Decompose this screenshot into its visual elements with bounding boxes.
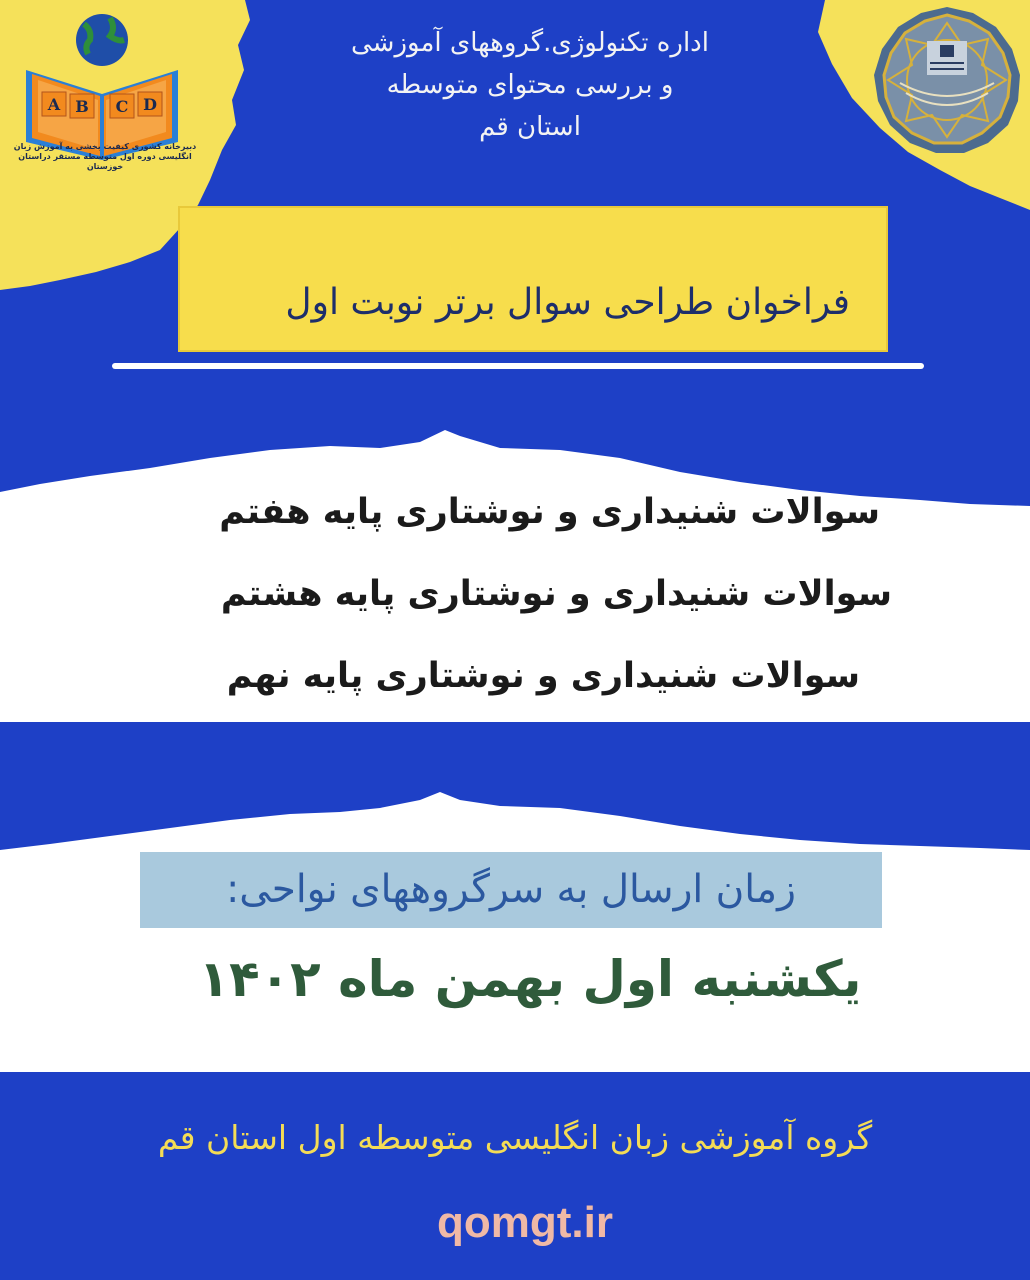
logo-letter-b: B <box>75 97 89 116</box>
ministry-emblem <box>872 5 1022 155</box>
logo-caption: دبیرخانه کشوری کیفیت بخشی به آموزش زبان انگلیسی دوره اول متوسطه مستقر دراستان خوزستان <box>13 142 197 171</box>
deadline-band <box>0 790 1030 1072</box>
divider <box>112 363 924 369</box>
header-line-3: استان قم <box>479 112 581 142</box>
question-grade-8: سوالات شنیداری و نوشتاری پایه هشتم <box>220 574 892 614</box>
question-grade-7: سوالات شنیداری و نوشتاری پایه هفتم <box>219 492 880 532</box>
header-line-2: و بررسی محتوای متوسطه <box>386 70 674 100</box>
website-link[interactable]: qomgt.ir <box>437 1198 613 1247</box>
logo-letter-a: A <box>47 95 61 114</box>
footer-group-name: گروه آموزشی زبان انگلیسی متوسطه اول استان قم <box>157 1118 873 1157</box>
title-box <box>178 206 888 352</box>
question-grade-9: سوالات شنیداری و نوشتاری پایه نهم <box>226 656 860 696</box>
page-title: فراخوان طراحی سوال برتر نوبت اول <box>285 282 850 323</box>
logo-letter-c: C <box>115 97 129 116</box>
send-deadline-date: یکشنبه اول بهمن ماه ۱۴۰۲ <box>198 950 862 1008</box>
logo-letter-d: D <box>143 95 157 114</box>
header-organization <box>300 22 760 148</box>
header-line-1: اداره تکنولوژی.گروههای آموزشی <box>351 28 709 58</box>
questions-list <box>150 480 892 726</box>
send-deadline-label: زمان ارسال به سرگروههای نواحی: <box>140 852 882 928</box>
